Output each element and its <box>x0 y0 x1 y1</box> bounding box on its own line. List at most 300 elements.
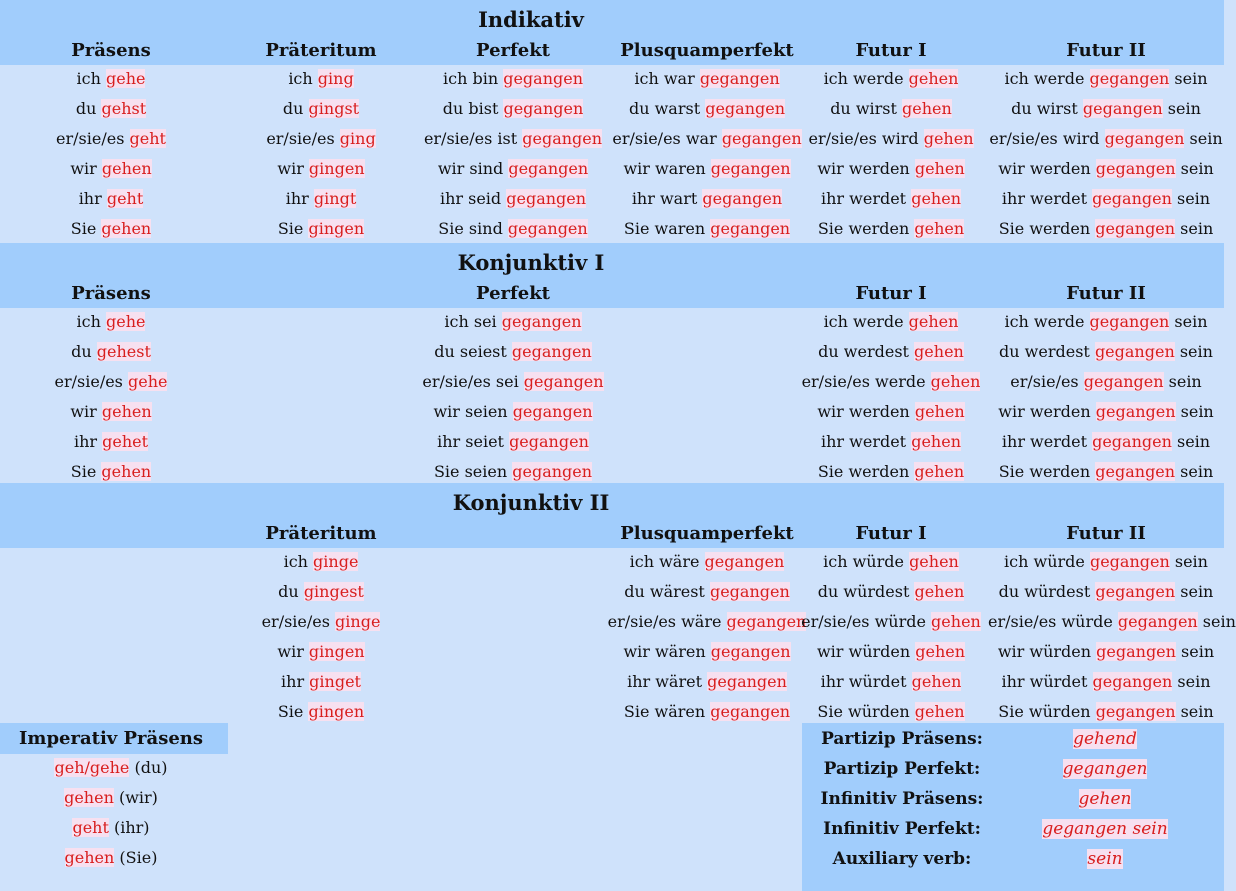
suffix-text: sein <box>1172 672 1211 691</box>
imperativ-cell <box>0 787 222 809</box>
pronoun-text: du <box>71 342 97 361</box>
verb-form: gehen <box>914 702 965 721</box>
indikativ-conjugation-cell <box>988 128 1224 150</box>
indikativ-conjugation-cell <box>413 218 613 240</box>
indikativ-conjugation-cell <box>0 68 222 90</box>
indikativ-column-header: Perfekt <box>476 40 550 61</box>
info-label: Partizip Präsens: <box>821 729 983 749</box>
verb-form: gegangen <box>1096 642 1176 661</box>
indikativ-conjugation-cell <box>221 68 421 90</box>
suffix-text: (wir) <box>113 788 158 807</box>
suffix-text: sein <box>1171 189 1211 208</box>
pronoun-text: Sie würden <box>998 702 1096 721</box>
verb-form: ginge <box>313 552 359 571</box>
konjunktiv2-conjugation-cell <box>796 551 986 573</box>
konjunktiv2-conjugation-cell <box>221 671 421 693</box>
konjunktiv1-conjugation-cell <box>413 311 613 333</box>
pronoun-text: du <box>278 582 304 601</box>
indikativ-conjugation-cell <box>413 68 613 90</box>
pronoun-text: er/sie/es wird <box>808 129 924 148</box>
konjunktiv2-conjugation-cell <box>796 671 986 693</box>
pronoun-text: du werdest <box>999 342 1095 361</box>
konjunktiv2-conjugation-cell <box>988 551 1224 573</box>
verb-form: gegangen <box>1092 189 1172 208</box>
pronoun-text: ihr seid <box>439 189 507 208</box>
indikativ-conjugation-cell <box>796 188 986 210</box>
suffix-text: sein <box>1169 69 1208 88</box>
verb-form: gegangen <box>1095 582 1176 601</box>
pronoun-text: ich würde <box>1004 552 1090 571</box>
konjunktiv1-conjugation-cell <box>0 401 222 423</box>
konjunktiv2-title: Konjunktiv II <box>452 490 610 515</box>
konjunktiv1-conjugation-cell <box>796 401 986 423</box>
konjunktiv2-column-header: Plusquamperfekt <box>620 523 794 544</box>
pronoun-text: ihr werdet <box>1001 432 1093 451</box>
suffix-text: sein <box>1171 432 1211 451</box>
verb-form: gehen <box>914 342 964 361</box>
pronoun-text: du wärest <box>624 582 710 601</box>
verb-form: gegangen <box>1094 342 1175 361</box>
konjunktiv2-conjugation-cell <box>988 581 1224 603</box>
verb-form: gehen <box>101 219 152 238</box>
suffix-text: sein <box>1162 99 1201 118</box>
verb-form: gehen <box>911 672 962 691</box>
indikativ-column-header: Plusquamperfekt <box>620 40 794 61</box>
verb-form: gingen <box>308 219 365 238</box>
indikativ-conjugation-cell <box>221 158 421 180</box>
indikativ-title: Indikativ <box>478 7 584 32</box>
verb-form: gegangen <box>1117 612 1198 631</box>
pronoun-text: wir wären <box>623 642 711 661</box>
verb-form: gingen <box>308 702 365 721</box>
indikativ-conjugation-cell <box>413 128 613 150</box>
pronoun-text: Sie würden <box>817 702 915 721</box>
konjunktiv1-conjugation-cell <box>796 461 986 483</box>
pronoun-text: ihr würdet <box>1001 672 1093 691</box>
pronoun-text: wir <box>277 642 309 661</box>
suffix-text: sein <box>1175 462 1214 481</box>
konjunktiv1-conjugation-cell <box>413 431 613 453</box>
konjunktiv2-conjugation-cell <box>607 671 807 693</box>
pronoun-text: er/sie/es werde <box>801 372 931 391</box>
pronoun-text: ich <box>76 312 106 331</box>
pronoun-text: Sie werden <box>817 462 915 481</box>
pronoun-text: wir werden <box>998 159 1096 178</box>
konjunktiv2-conjugation-cell <box>607 641 807 663</box>
pronoun-text: ihr werdet <box>821 189 912 208</box>
suffix-text: (Sie) <box>114 848 158 867</box>
indikativ-conjugation-cell <box>413 188 613 210</box>
verb-form: gegangen <box>523 372 604 391</box>
pronoun-text: Sie seien <box>433 462 513 481</box>
suffix-text: sein <box>1175 219 1214 238</box>
konjunktiv2-column-header: Präteritum <box>265 523 377 544</box>
pronoun-text: ich werde <box>823 312 909 331</box>
verb-form: gehst <box>101 99 147 118</box>
pronoun-text: wir waren <box>623 159 711 178</box>
pronoun-text: du würdest <box>817 582 915 601</box>
konjunktiv2-conjugation-cell <box>988 701 1224 723</box>
verb-form: gegangen <box>705 99 786 118</box>
indikativ-conjugation-cell <box>607 218 807 240</box>
verb-form: gingen <box>308 159 365 178</box>
suffix-text: sein <box>1175 702 1214 721</box>
info-value <box>1005 759 1205 779</box>
suffix-text: sein <box>1174 342 1213 361</box>
verb-form: geht <box>106 189 144 208</box>
pronoun-text: wir <box>70 159 102 178</box>
verb-form: gegangen <box>1089 552 1170 571</box>
konjunktiv1-conjugation-cell <box>0 341 222 363</box>
konjunktiv2-conjugation-cell <box>221 701 421 723</box>
verb-form: ging <box>339 129 376 148</box>
konjunktiv1-conjugation-cell <box>988 461 1224 483</box>
pronoun-text: er/sie/es <box>56 129 130 148</box>
pronoun-text: ich bin <box>442 69 504 88</box>
indikativ-conjugation-cell <box>607 128 807 150</box>
konjunktiv1-title: Konjunktiv I <box>457 250 605 275</box>
suffix-text: sein <box>1163 372 1202 391</box>
imperativ-cell <box>0 847 222 869</box>
konjunktiv1-conjugation-cell <box>988 341 1224 363</box>
verb-form: gehen <box>911 432 961 451</box>
pronoun-text: ich werde <box>1004 312 1090 331</box>
konjunktiv2-conjugation-cell <box>607 581 807 603</box>
verb-form: gegangen <box>1095 462 1176 481</box>
info-value-text: gehend <box>1073 729 1137 749</box>
indikativ-conjugation-cell <box>988 158 1224 180</box>
indikativ-column-header: Präteritum <box>265 40 377 61</box>
pronoun-text: er/sie/es würde <box>988 612 1118 631</box>
konjunktiv1-conjugation-cell <box>988 311 1224 333</box>
konjunktiv1-conjugation-cell <box>413 341 613 363</box>
pronoun-text: du wirst <box>830 99 903 118</box>
verb-form: gegangen <box>522 129 603 148</box>
pronoun-text: ihr würdet <box>820 672 912 691</box>
verb-form: gehe <box>105 312 146 331</box>
verb-form: geh/gehe <box>54 758 130 777</box>
suffix-text: sein <box>1169 552 1208 571</box>
info-value-text: gehen <box>1078 789 1132 809</box>
konjunktiv1-conjugation-cell <box>413 401 613 423</box>
verb-form: gehen <box>908 312 959 331</box>
indikativ-column-header: Futur I <box>855 40 927 61</box>
indikativ-conjugation-cell <box>413 158 613 180</box>
pronoun-text: ich <box>288 69 318 88</box>
pronoun-text: ihr <box>73 432 103 451</box>
info-value <box>1005 789 1205 809</box>
verb-form: gegangen <box>501 312 582 331</box>
konjunktiv1-conjugation-cell <box>796 431 986 453</box>
pronoun-text: er/sie/es ist <box>423 129 523 148</box>
pronoun-text: er/sie/es <box>54 372 128 391</box>
konjunktiv1-conjugation-cell <box>0 431 222 453</box>
pronoun-text: du seiest <box>434 342 512 361</box>
suffix-text: sein <box>1197 612 1236 631</box>
indikativ-conjugation-cell <box>988 68 1224 90</box>
konjunktiv2-conjugation-cell <box>988 671 1224 693</box>
verb-form: gegangen <box>1089 312 1170 331</box>
verb-form: gegangen <box>726 612 807 631</box>
pronoun-text: ich sei <box>444 312 502 331</box>
suffix-text: (ihr) <box>108 818 150 837</box>
indikativ-conjugation-cell <box>0 128 222 150</box>
indikativ-conjugation-cell <box>988 188 1224 210</box>
pronoun-text: ihr wäret <box>627 672 708 691</box>
verb-form: gegangen <box>710 642 791 661</box>
konjunktiv1-conjugation-cell <box>413 461 613 483</box>
verb-form: gegangen <box>1092 432 1172 451</box>
pronoun-text: ihr werdet <box>821 432 912 451</box>
verb-form: gegangen <box>511 342 592 361</box>
verb-form: gegangen <box>710 702 791 721</box>
verb-form: ginge <box>335 612 381 631</box>
verb-form: gegangen <box>710 219 791 238</box>
imperativ-title: Imperativ Präsens <box>18 728 204 749</box>
suffix-text: sein <box>1184 129 1223 148</box>
verb-form: gegangen <box>1104 129 1185 148</box>
info-value <box>1005 729 1205 749</box>
pronoun-text: du würdest <box>998 582 1096 601</box>
konjunktiv2-conjugation-cell <box>607 551 807 573</box>
verb-form: gegangen <box>704 552 785 571</box>
pronoun-text: Sie <box>277 702 309 721</box>
verb-form: ginget <box>309 672 361 691</box>
pronoun-text: Sie <box>70 462 102 481</box>
konjunktiv2-column-header: Futur II <box>1066 523 1146 544</box>
pronoun-text: Sie werden <box>817 219 915 238</box>
pronoun-text: er/sie/es sei <box>422 372 524 391</box>
verb-form: gegangen <box>1092 672 1173 691</box>
indikativ-conjugation-cell <box>796 158 986 180</box>
verb-form: gehen <box>101 159 152 178</box>
pronoun-text: wir würden <box>816 642 916 661</box>
info-value <box>1005 819 1205 839</box>
pronoun-text: ihr wart <box>631 189 703 208</box>
verb-form: gehen <box>923 129 974 148</box>
verb-form: gingen <box>308 642 365 661</box>
verb-form: gegangen <box>699 69 780 88</box>
verb-form: gegangen <box>702 189 783 208</box>
pronoun-text: wir <box>277 159 309 178</box>
info-label: Infinitiv Präsens: <box>820 789 984 809</box>
indikativ-conjugation-cell <box>0 158 222 180</box>
verb-form: gegangen <box>1095 159 1176 178</box>
verb-form: gegangen <box>512 462 593 481</box>
konjunktiv2-conjugation-cell <box>988 641 1224 663</box>
suffix-text: sein <box>1175 582 1214 601</box>
pronoun-text: ich <box>283 552 314 571</box>
pronoun-text: Sie werden <box>998 462 1096 481</box>
konjunktiv1-conjugation-cell <box>988 431 1224 453</box>
info-label: Partizip Perfekt: <box>823 759 981 779</box>
pronoun-text: er/sie/es wird <box>989 129 1105 148</box>
verb-form: gehen <box>915 642 966 661</box>
pronoun-text: ihr <box>285 189 314 208</box>
indikativ-conjugation-cell <box>221 128 421 150</box>
pronoun-text: ihr seiet <box>437 432 510 451</box>
indikativ-conjugation-cell <box>221 218 421 240</box>
verb-form: gehe <box>127 372 168 391</box>
indikativ-column-header: Futur II <box>1066 40 1146 61</box>
pronoun-text: ihr <box>78 189 107 208</box>
pronoun-text: du <box>75 99 102 118</box>
indikativ-column-header: Präsens <box>71 40 151 61</box>
suffix-text: (du) <box>129 758 168 777</box>
indikativ-conjugation-cell <box>796 98 986 120</box>
konjunktiv2-conjugation-cell <box>796 641 986 663</box>
pronoun-text: ich werde <box>823 69 909 88</box>
indikativ-conjugation-cell <box>988 98 1224 120</box>
suffix-text: sein <box>1169 312 1208 331</box>
pronoun-text: wir seien <box>433 402 513 421</box>
info-label: Auxiliary verb: <box>832 849 972 869</box>
pronoun-text: Sie waren <box>623 219 711 238</box>
konjunktiv2-column-header: Futur I <box>855 523 927 544</box>
verb-form: gegangen <box>1095 402 1176 421</box>
verb-form: gehe <box>105 69 146 88</box>
indikativ-conjugation-cell <box>607 68 807 90</box>
verb-form: gegangen <box>721 129 802 148</box>
konjunktiv2-conjugation-cell <box>607 701 807 723</box>
verb-form: gingst <box>308 99 360 118</box>
info-value-text: gegangen <box>1062 759 1148 779</box>
verb-form: gehen <box>914 402 965 421</box>
konjunktiv1-column-header: Futur I <box>855 283 927 304</box>
verb-form: geht <box>72 818 109 837</box>
pronoun-text: ich <box>76 69 106 88</box>
verb-form: gegangen <box>1089 69 1170 88</box>
konjunktiv2-conjugation-cell <box>221 641 421 663</box>
verb-form: gehen <box>101 402 152 421</box>
verb-form: gegangen <box>1095 702 1176 721</box>
verb-form: gingt <box>313 189 357 208</box>
pronoun-text: Sie <box>70 219 102 238</box>
pronoun-text: er/sie/es <box>1010 372 1084 391</box>
konjunktiv1-column-header: Präsens <box>71 283 151 304</box>
indikativ-conjugation-cell <box>796 218 986 240</box>
pronoun-text: Sie <box>277 219 309 238</box>
konjunktiv2-conjugation-cell <box>607 611 807 633</box>
pronoun-text: Sie sind <box>438 219 508 238</box>
indikativ-conjugation-cell <box>796 128 986 150</box>
pronoun-text: wir sind <box>437 159 509 178</box>
indikativ-conjugation-cell <box>607 188 807 210</box>
indikativ-conjugation-cell <box>607 98 807 120</box>
verb-form: gehen <box>909 552 959 571</box>
konjunktiv2-conjugation-cell <box>221 611 421 633</box>
pronoun-text: du bist <box>442 99 504 118</box>
verb-form: gehen <box>908 69 959 88</box>
verb-form: gegangen <box>1082 99 1163 118</box>
pronoun-text: wir werden <box>817 159 915 178</box>
verb-form: gehen <box>914 582 965 601</box>
verb-form: gegangen <box>503 69 584 88</box>
suffix-text: sein <box>1175 159 1214 178</box>
pronoun-text: du wirst <box>1011 99 1083 118</box>
verb-form: ging <box>317 69 354 88</box>
imperativ-cell <box>0 817 222 839</box>
verb-form: gehen <box>64 788 114 807</box>
verb-form: gegangen <box>1095 219 1176 238</box>
konjunktiv1-conjugation-cell <box>0 371 222 393</box>
pronoun-text: er/sie/es war <box>612 129 722 148</box>
verb-form: gehet <box>102 432 149 451</box>
verb-form: gingest <box>303 582 364 601</box>
konjunktiv1-conjugation-cell <box>796 311 986 333</box>
konjunktiv1-conjugation-cell <box>988 401 1224 423</box>
konjunktiv2-conjugation-cell <box>796 611 986 633</box>
info-value <box>1005 849 1205 869</box>
verb-form: gehen <box>930 372 981 391</box>
pronoun-text: er/sie/es wäre <box>607 612 727 631</box>
konjunktiv1-column-header: Perfekt <box>476 283 550 304</box>
indikativ-conjugation-cell <box>607 158 807 180</box>
pronoun-text: wir werden <box>817 402 915 421</box>
verb-form: gegangen <box>707 672 787 691</box>
verb-form: gegangen <box>1083 372 1164 391</box>
konjunktiv2-conjugation-cell <box>221 581 421 603</box>
indikativ-conjugation-cell <box>796 68 986 90</box>
verb-form: gegangen <box>506 189 587 208</box>
suffix-text: sein <box>1175 642 1215 661</box>
verb-form: gehen <box>911 189 961 208</box>
konjunktiv1-conjugation-cell <box>0 461 222 483</box>
verb-form: gegangen <box>507 219 588 238</box>
verb-form: gegangen <box>509 432 589 451</box>
pronoun-text: ihr werdet <box>1001 189 1093 208</box>
info-label: Infinitiv Perfekt: <box>823 819 981 839</box>
konjunktiv1-conjugation-cell <box>796 371 986 393</box>
pronoun-text: ich würde <box>823 552 910 571</box>
konjunktiv1-column-header: Futur II <box>1066 283 1146 304</box>
pronoun-text: Sie wären <box>623 702 711 721</box>
pronoun-text: er/sie/es <box>261 612 336 631</box>
info-value-text: sein <box>1087 849 1123 869</box>
pronoun-text: Sie werden <box>998 219 1096 238</box>
imperativ-cell <box>0 757 222 779</box>
pronoun-text: ihr <box>281 672 310 691</box>
info-value-text: gegangen sein <box>1042 819 1168 839</box>
verb-form: gehen <box>914 159 965 178</box>
pronoun-text: wir würden <box>997 642 1097 661</box>
konjunktiv2-conjugation-cell <box>988 611 1236 633</box>
konjunktiv2-conjugation-cell <box>796 581 986 603</box>
indikativ-conjugation-cell <box>221 188 421 210</box>
verb-form: gehest <box>96 342 151 361</box>
indikativ-conjugation-cell <box>0 218 222 240</box>
verb-form: gegangen <box>709 582 790 601</box>
indikativ-conjugation-cell <box>0 188 222 210</box>
konjunktiv1-conjugation-cell <box>796 341 986 363</box>
indikativ-conjugation-cell <box>988 218 1224 240</box>
pronoun-text: du werdest <box>818 342 915 361</box>
konjunktiv1-conjugation-cell <box>988 371 1224 393</box>
pronoun-text: ich werde <box>1004 69 1090 88</box>
suffix-text: sein <box>1175 402 1214 421</box>
verb-form: gegangen <box>710 159 791 178</box>
pronoun-text: wir <box>70 402 102 421</box>
verb-form: gegangen <box>503 99 584 118</box>
verb-form: gehen <box>914 462 965 481</box>
verb-form: gehen <box>101 462 152 481</box>
verb-form: gehen <box>64 848 115 867</box>
verb-form: gehen <box>931 612 981 631</box>
konjunktiv2-conjugation-cell <box>221 551 421 573</box>
indikativ-conjugation-cell <box>221 98 421 120</box>
verb-form: gegangen <box>508 159 589 178</box>
verb-form: gehen <box>914 219 965 238</box>
